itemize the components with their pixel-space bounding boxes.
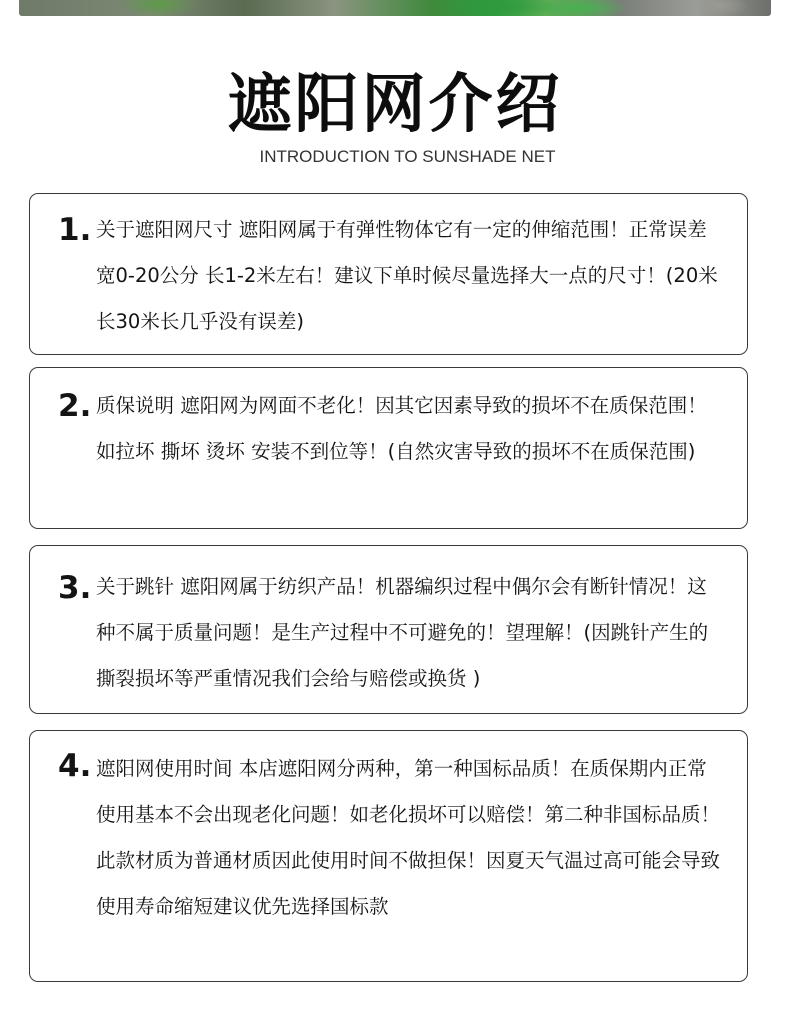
page-subtitle: INTRODUCTION TO SUNSHADE NET (259, 147, 556, 166)
item-text: 质保说明 遮阳网为网面不老化！因其它因素导致的损坏不在质保范围！如拉坏 撕坏 烫坏 安装不到位等！(自然灾害导致的损坏不在质保范围) (96, 394, 707, 463)
page-title: 遮阳网介绍 (227, 68, 563, 142)
item-number: 1. (58, 212, 92, 248)
item-number: 2. (58, 388, 92, 424)
item-number: 4. (58, 748, 92, 784)
item-text: 关于遮阳网尺寸 遮阳网属于有弹性物体它有一定的伸缩范围！正常误差 宽0-20公分 长1-2米左右！建议下单时候尽量选择大一点的尺寸！(20米长30米长几乎没有误差) (96, 218, 718, 333)
info-card-warranty (29, 367, 748, 529)
item-text: 关于跳针 遮阳网属于纺织产品！机器编织过程中偶尔会有断针情况！这种不属于质量问题！是生产过程中不可避免的！望理解！(因跳针产生的撕裂损坏等严重情况我们会给与赔偿或换货 ) (96, 575, 709, 690)
info-card-size (29, 193, 748, 355)
info-card-service-life (29, 730, 748, 982)
item-text: 遮阳网使用时间 本店遮阳网分两种，第一种国标品质！在质保期内正常使用基本不会出现老化问题！如老化损坏可以赔偿！第二种非国标品质！此款材质为普通材质因此使用时间不做担保！因夏天气温过高可能会导致使用寿命缩短建议优先选择国标款 (96, 757, 721, 918)
item-number: 3. (58, 570, 92, 606)
product-photo-strip (19, 0, 771, 16)
info-card-skipped-stitch (29, 545, 748, 714)
